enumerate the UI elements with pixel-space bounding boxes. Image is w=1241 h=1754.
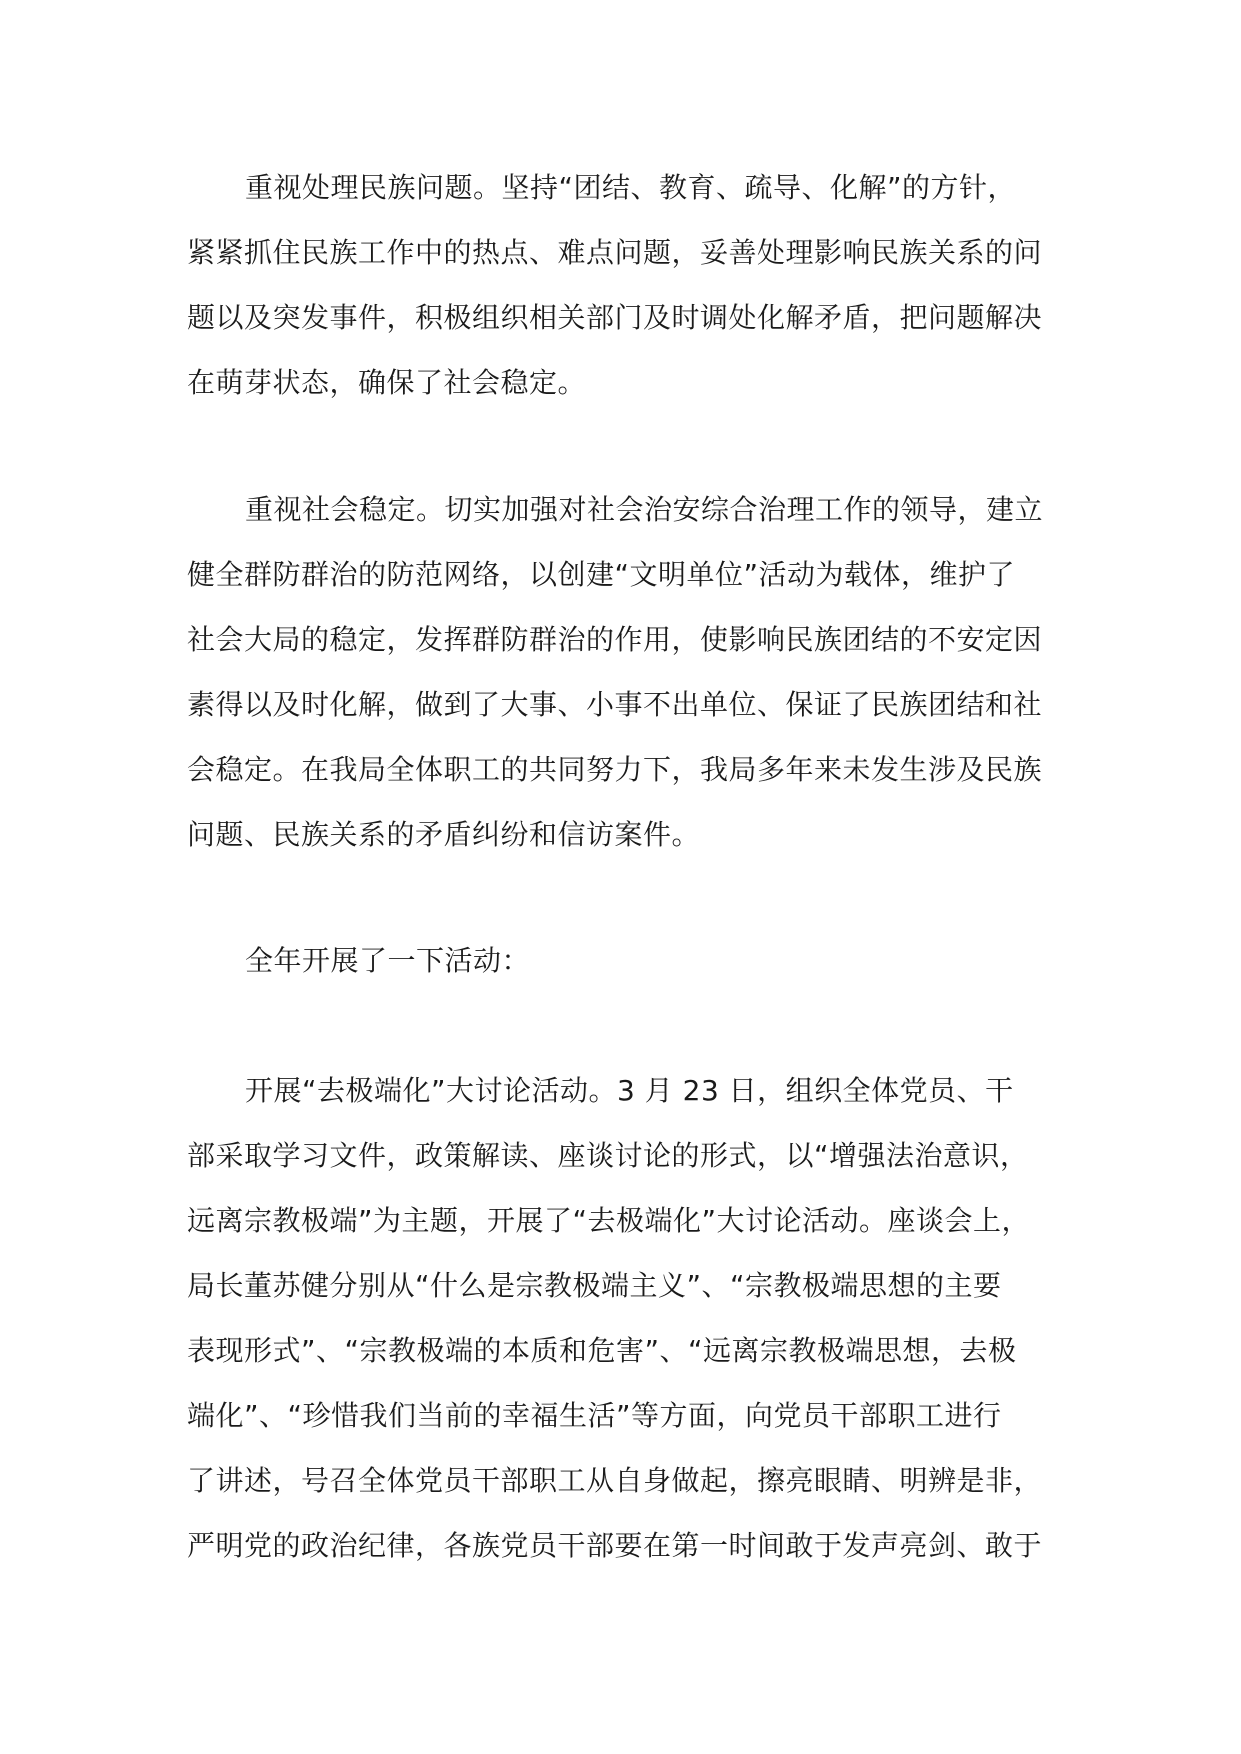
- text-line: 题以及突发事件，积极组织相关部门及时调处化解矛盾，把问题解决: [187, 301, 1043, 334]
- text-line: 社会大局的稳定，发挥群防群治的作用，使影响民族团结的不安定因: [187, 623, 1043, 656]
- text-line: 端化”、“珍惜我们当前的幸福生活”等方面，向党员干部职工进行: [187, 1399, 1002, 1432]
- text-line: 会稳定。在我局全体职工的共同努力下，我局多年来未发生涉及民族: [187, 753, 1043, 786]
- text-line: 重视社会稳定。切实加强对社会治安综合治理工作的领导，建立: [245, 493, 1044, 526]
- text-line: 健全群防群治的防范网络，以创建“文明单位”活动为载体，维护了: [187, 558, 1016, 591]
- text-line: 素得以及时化解，做到了大事、小事不出单位、保证了民族团结和社: [187, 688, 1043, 721]
- text-line: 局长董苏健分别从“什么是宗教极端主义”、“宗教极端思想的主要: [187, 1269, 1002, 1302]
- text-line: 远离宗教极端”为主题，开展了“去极端化”大讨论活动。座谈会上，: [187, 1204, 1031, 1237]
- text-line: 严明党的政治纪律，各族党员干部要在第一时间敢于发声亮剑、敢于: [187, 1529, 1043, 1562]
- text-line: 全年开展了一下活动：: [245, 944, 531, 977]
- paragraph-activities-intro: [187, 928, 530, 993]
- text-line: 开展“去极端化”大讨论活动。3 月 23 日，组织全体党员、干: [245, 1074, 1014, 1107]
- text-line: 问题、民族关系的矛盾纠纷和信访案件。: [187, 818, 701, 851]
- text-line: 紧紧抓住民族工作中的热点、难点问题，妥善处理影响民族关系的问: [187, 236, 1043, 269]
- paragraph-ethnic-issues: [187, 155, 1042, 415]
- text-line: 了讲述，号召全体党员干部职工从自身做起，擦亮眼睛、明辨是非，: [187, 1464, 1043, 1497]
- text-line: 部采取学习文件，政策解读、座谈讨论的形式，以“增强法治意识，: [187, 1139, 1029, 1172]
- paragraph-de-extremism: [187, 1058, 1042, 1578]
- text-line: 重视处理民族问题。坚持“团结、教育、疏导、化解”的方针，: [245, 171, 1017, 204]
- text-line: 在萌芽状态，确保了社会稳定。: [187, 366, 587, 399]
- paragraph-social-stability: [187, 477, 1043, 867]
- text-line: 表现形式”、“宗教极端的本质和危害”、“远离宗教极端思想，去极: [187, 1334, 1017, 1367]
